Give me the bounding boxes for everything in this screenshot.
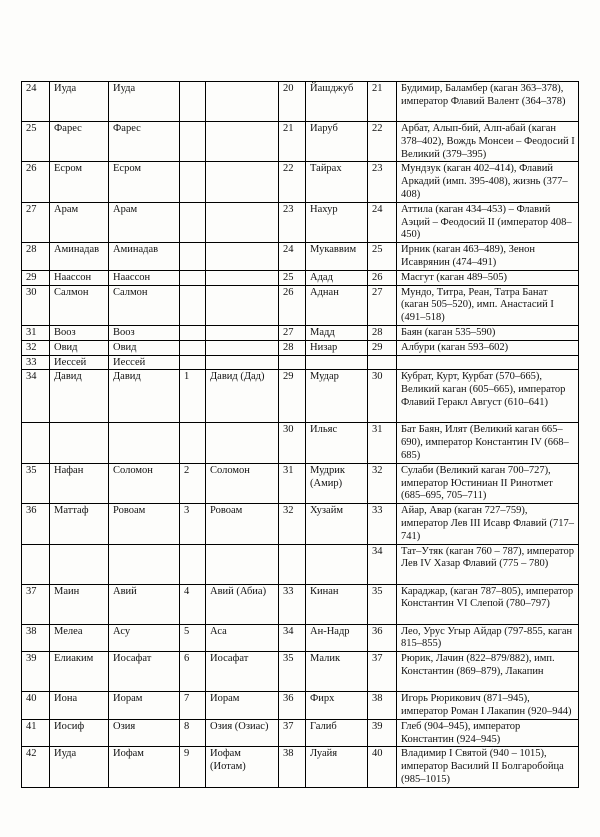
matthew-name-cell: Маттаф xyxy=(50,504,109,544)
table-row xyxy=(22,747,579,787)
luke-name-cell: Салмон xyxy=(109,285,180,325)
table-row xyxy=(22,355,579,370)
table-row xyxy=(22,624,579,652)
arab-number-cell: 22 xyxy=(279,162,306,202)
luke-name-cell: Соломон xyxy=(109,463,180,503)
king-name-cell xyxy=(206,122,279,162)
ruler-number-cell: 26 xyxy=(368,270,397,285)
matthew-name-cell: Нафан xyxy=(50,463,109,503)
table-row xyxy=(22,162,579,202)
arab-number-cell: 28 xyxy=(279,340,306,355)
arab-name-cell: Галиб xyxy=(306,719,368,747)
king-name-cell xyxy=(206,325,279,340)
king-name-cell xyxy=(206,82,279,122)
matthew-name-cell: Фарес xyxy=(50,122,109,162)
arab-number-cell: 30 xyxy=(279,423,306,463)
matthew-name-cell: Мелеа xyxy=(50,624,109,652)
row-number-cell: 41 xyxy=(22,719,50,747)
king-number-cell: 6 xyxy=(180,652,206,692)
row-number-cell: 33 xyxy=(22,355,50,370)
ruler-description-cell: Мундо, Титра, Реан, Татра Банат (каган 505–520), имп. Анастасий I (491–518) xyxy=(397,285,579,325)
arab-name-cell: Кинан xyxy=(306,584,368,624)
row-number-cell: 24 xyxy=(22,82,50,122)
king-name-cell xyxy=(206,340,279,355)
table-row xyxy=(22,544,579,584)
row-number-cell: 29 xyxy=(22,270,50,285)
row-number-cell xyxy=(22,544,50,584)
luke-name-cell: Иофам xyxy=(109,747,180,787)
king-name-cell: Озия (Озиас) xyxy=(206,719,279,747)
king-number-cell xyxy=(180,544,206,584)
ruler-number-cell: 29 xyxy=(368,340,397,355)
row-number-cell: 32 xyxy=(22,340,50,355)
king-name-cell xyxy=(206,243,279,271)
row-number-cell: 30 xyxy=(22,285,50,325)
ruler-description-cell: Игорь Рюрикович (871–945), император Роман I Лакапин (920–944) xyxy=(397,692,579,720)
king-name-cell xyxy=(206,285,279,325)
ruler-description-cell: Баян (каган 535–590) xyxy=(397,325,579,340)
king-name-cell: Иорам xyxy=(206,692,279,720)
row-number-cell: 34 xyxy=(22,370,50,423)
arab-name-cell: Малик xyxy=(306,652,368,692)
luke-name-cell: Фарес xyxy=(109,122,180,162)
king-number-cell: 4 xyxy=(180,584,206,624)
row-number-cell xyxy=(22,423,50,463)
arab-name-cell: Йашджуб xyxy=(306,82,368,122)
king-number-cell: 5 xyxy=(180,624,206,652)
king-number-cell xyxy=(180,202,206,242)
arab-name-cell: Тайрах xyxy=(306,162,368,202)
matthew-name-cell xyxy=(50,423,109,463)
matthew-name-cell: Маин xyxy=(50,584,109,624)
ruler-description-cell: Ирник (каган 463–489), Зенон Исаврянин (474–491) xyxy=(397,243,579,271)
ruler-number-cell: 30 xyxy=(368,370,397,423)
king-number-cell: 7 xyxy=(180,692,206,720)
arab-number-cell: 23 xyxy=(279,202,306,242)
arab-number-cell: 24 xyxy=(279,243,306,271)
king-number-cell xyxy=(180,162,206,202)
ruler-number-cell: 24 xyxy=(368,202,397,242)
arab-number-cell: 36 xyxy=(279,692,306,720)
arab-name-cell: Адад xyxy=(306,270,368,285)
ruler-number-cell: 39 xyxy=(368,719,397,747)
ruler-number-cell: 28 xyxy=(368,325,397,340)
matthew-name-cell: Давид xyxy=(50,370,109,423)
row-number-cell: 31 xyxy=(22,325,50,340)
king-name-cell xyxy=(206,162,279,202)
king-number-cell: 1 xyxy=(180,370,206,423)
ruler-description-cell: Рюрик, Лачин (822–879/882), имп. Константин (869–879), Лакапин xyxy=(397,652,579,692)
table-row xyxy=(22,325,579,340)
luke-name-cell xyxy=(109,423,180,463)
king-number-cell xyxy=(180,325,206,340)
ruler-number-cell: 37 xyxy=(368,652,397,692)
luke-name-cell: Иосафат xyxy=(109,652,180,692)
king-number-cell: 2 xyxy=(180,463,206,503)
table-row xyxy=(22,243,579,271)
king-number-cell: 9 xyxy=(180,747,206,787)
arab-number-cell: 32 xyxy=(279,504,306,544)
ruler-description-cell: Масгут (каган 489–505) xyxy=(397,270,579,285)
king-name-cell: Соломон xyxy=(206,463,279,503)
ruler-description-cell: Кубрат, Курт, Курбат (570–665), Великий каган (605–665), император Флавий Геракл Август (610–641) xyxy=(397,370,579,423)
table-row xyxy=(22,504,579,544)
row-number-cell: 39 xyxy=(22,652,50,692)
ruler-description-cell: Глеб (904–945), император Константин (924–945) xyxy=(397,719,579,747)
table-row xyxy=(22,423,579,463)
arab-number-cell: 27 xyxy=(279,325,306,340)
matthew-name-cell: Овид xyxy=(50,340,109,355)
arab-name-cell: Ан-Надр xyxy=(306,624,368,652)
luke-name-cell: Давид xyxy=(109,370,180,423)
matthew-name-cell xyxy=(50,544,109,584)
ruler-number-cell: 22 xyxy=(368,122,397,162)
ruler-description-cell: Лео, Урус Угыр Айдар (797-855, каган 815–855) xyxy=(397,624,579,652)
matthew-name-cell: Елиаким xyxy=(50,652,109,692)
row-number-cell: 35 xyxy=(22,463,50,503)
king-name-cell: Давид (Дад) xyxy=(206,370,279,423)
arab-number-cell: 20 xyxy=(279,82,306,122)
arab-name-cell: Аднан xyxy=(306,285,368,325)
table-body xyxy=(22,82,579,788)
ruler-number-cell: 40 xyxy=(368,747,397,787)
ruler-number-cell: 36 xyxy=(368,624,397,652)
luke-name-cell: Иуда xyxy=(109,82,180,122)
table-row xyxy=(22,340,579,355)
table-row xyxy=(22,692,579,720)
arab-number-cell: 34 xyxy=(279,624,306,652)
arab-number-cell: 26 xyxy=(279,285,306,325)
row-number-cell: 37 xyxy=(22,584,50,624)
ruler-number-cell: 23 xyxy=(368,162,397,202)
arab-name-cell: Мукаввим xyxy=(306,243,368,271)
matthew-name-cell: Аминадав xyxy=(50,243,109,271)
arab-name-cell: Мадд xyxy=(306,325,368,340)
ruler-description-cell: Тат–Утяк (каган 760 – 787), император Лев IV Хазар Флавий (775 – 780) xyxy=(397,544,579,584)
king-number-cell xyxy=(180,340,206,355)
king-name-cell xyxy=(206,202,279,242)
ruler-number-cell: 32 xyxy=(368,463,397,503)
king-number-cell: 3 xyxy=(180,504,206,544)
table-row xyxy=(22,719,579,747)
luke-name-cell: Озия xyxy=(109,719,180,747)
arab-number-cell: 29 xyxy=(279,370,306,423)
ruler-description-cell: Сулаби (Великий каган 700–727), император Юстиниан II Ринотмет (685–695, 705–711) xyxy=(397,463,579,503)
luke-name-cell: Есром xyxy=(109,162,180,202)
luke-name-cell: Арам xyxy=(109,202,180,242)
king-name-cell xyxy=(206,544,279,584)
row-number-cell: 26 xyxy=(22,162,50,202)
arab-number-cell: 37 xyxy=(279,719,306,747)
ruler-number-cell: 38 xyxy=(368,692,397,720)
king-name-cell xyxy=(206,270,279,285)
luke-name-cell: Наассон xyxy=(109,270,180,285)
table-row xyxy=(22,584,579,624)
row-number-cell: 25 xyxy=(22,122,50,162)
king-number-cell xyxy=(180,355,206,370)
ruler-number-cell: 34 xyxy=(368,544,397,584)
arab-number-cell: 33 xyxy=(279,584,306,624)
king-name-cell: Иофам (Иотам) xyxy=(206,747,279,787)
ruler-description-cell: Мундзук (каган 402–414), Флавий Аркадий (имп. 395-408), жизнь (377–408) xyxy=(397,162,579,202)
arab-number-cell: 25 xyxy=(279,270,306,285)
luke-name-cell: Иессей xyxy=(109,355,180,370)
ruler-description-cell: Айар, Авар (каган 727–759), император Лев III Исавр Флавий (717–741) xyxy=(397,504,579,544)
ruler-description-cell: Караджар, (каган 787–805), император Константин VI Слепой (780–797) xyxy=(397,584,579,624)
ruler-description-cell xyxy=(397,355,579,370)
arab-name-cell: Иаруб xyxy=(306,122,368,162)
arab-name-cell: Фирх xyxy=(306,692,368,720)
table-row xyxy=(22,202,579,242)
king-number-cell: 8 xyxy=(180,719,206,747)
luke-name-cell xyxy=(109,544,180,584)
row-number-cell: 28 xyxy=(22,243,50,271)
luke-name-cell: Аминадав xyxy=(109,243,180,271)
king-number-cell xyxy=(180,270,206,285)
table-row xyxy=(22,285,579,325)
ruler-number-cell: 27 xyxy=(368,285,397,325)
matthew-name-cell: Вооз xyxy=(50,325,109,340)
table-row xyxy=(22,270,579,285)
table-row xyxy=(22,652,579,692)
ruler-number-cell xyxy=(368,355,397,370)
arab-name-cell xyxy=(306,355,368,370)
arab-name-cell: Мудар xyxy=(306,370,368,423)
arab-name-cell: Хузайм xyxy=(306,504,368,544)
king-name-cell xyxy=(206,423,279,463)
table-row xyxy=(22,82,579,122)
table-row xyxy=(22,370,579,423)
king-number-cell xyxy=(180,243,206,271)
matthew-name-cell: Иосиф xyxy=(50,719,109,747)
arab-name-cell: Ильяс xyxy=(306,423,368,463)
luke-name-cell: Асу xyxy=(109,624,180,652)
king-name-cell xyxy=(206,355,279,370)
matthew-name-cell: Арам xyxy=(50,202,109,242)
row-number-cell: 36 xyxy=(22,504,50,544)
arab-number-cell: 38 xyxy=(279,747,306,787)
ruler-description-cell: Албури (каган 593–602) xyxy=(397,340,579,355)
ruler-number-cell: 25 xyxy=(368,243,397,271)
luke-name-cell: Вооз xyxy=(109,325,180,340)
king-name-cell: Авий (Абиа) xyxy=(206,584,279,624)
arab-name-cell: Нахур xyxy=(306,202,368,242)
arab-number-cell: 35 xyxy=(279,652,306,692)
ruler-description-cell: Будимир, Баламбер (каган 363–378), император Флавий Валент (364–378) xyxy=(397,82,579,122)
king-name-cell: Аса xyxy=(206,624,279,652)
king-name-cell: Ровоам xyxy=(206,504,279,544)
arab-name-cell: Мудрик (Амир) xyxy=(306,463,368,503)
ruler-number-cell: 31 xyxy=(368,423,397,463)
luke-name-cell: Иорам xyxy=(109,692,180,720)
table-row xyxy=(22,463,579,503)
arab-number-cell: 21 xyxy=(279,122,306,162)
row-number-cell: 40 xyxy=(22,692,50,720)
ruler-number-cell: 33 xyxy=(368,504,397,544)
arab-number-cell: 31 xyxy=(279,463,306,503)
matthew-name-cell: Наассон xyxy=(50,270,109,285)
king-number-cell xyxy=(180,122,206,162)
matthew-name-cell: Иона xyxy=(50,692,109,720)
king-number-cell xyxy=(180,82,206,122)
matthew-name-cell: Иуда xyxy=(50,82,109,122)
matthew-name-cell: Иуда xyxy=(50,747,109,787)
row-number-cell: 42 xyxy=(22,747,50,787)
table-row xyxy=(22,122,579,162)
ruler-description-cell: Бат Баян, Илят (Великий каган 665–690), император Константин IV (668–685) xyxy=(397,423,579,463)
ruler-description-cell: Владимир I Святой (940 – 1015), император Василий II Болгаробойца (985–1015) xyxy=(397,747,579,787)
ruler-description-cell: Аттила (каган 434–453) – Флавий Аэций – Феодосий II (император 408–450) xyxy=(397,202,579,242)
arab-number-cell xyxy=(279,355,306,370)
row-number-cell: 27 xyxy=(22,202,50,242)
matthew-name-cell: Есром xyxy=(50,162,109,202)
ruler-number-cell: 21 xyxy=(368,82,397,122)
luke-name-cell: Авий xyxy=(109,584,180,624)
king-number-cell xyxy=(180,423,206,463)
luke-name-cell: Ровоам xyxy=(109,504,180,544)
matthew-name-cell: Иессей xyxy=(50,355,109,370)
luke-name-cell: Овид xyxy=(109,340,180,355)
genealogy-table xyxy=(21,81,579,788)
king-number-cell xyxy=(180,285,206,325)
ruler-number-cell: 35 xyxy=(368,584,397,624)
arab-name-cell: Луайя xyxy=(306,747,368,787)
matthew-name-cell: Салмон xyxy=(50,285,109,325)
ruler-description-cell: Арбат, Алып-бий, Алп-абай (каган 378–402), Вождь Монсеи – Феодосий I Великий (379–395) xyxy=(397,122,579,162)
arab-number-cell xyxy=(279,544,306,584)
arab-name-cell xyxy=(306,544,368,584)
row-number-cell: 38 xyxy=(22,624,50,652)
arab-name-cell: Низар xyxy=(306,340,368,355)
king-name-cell: Иосафат xyxy=(206,652,279,692)
